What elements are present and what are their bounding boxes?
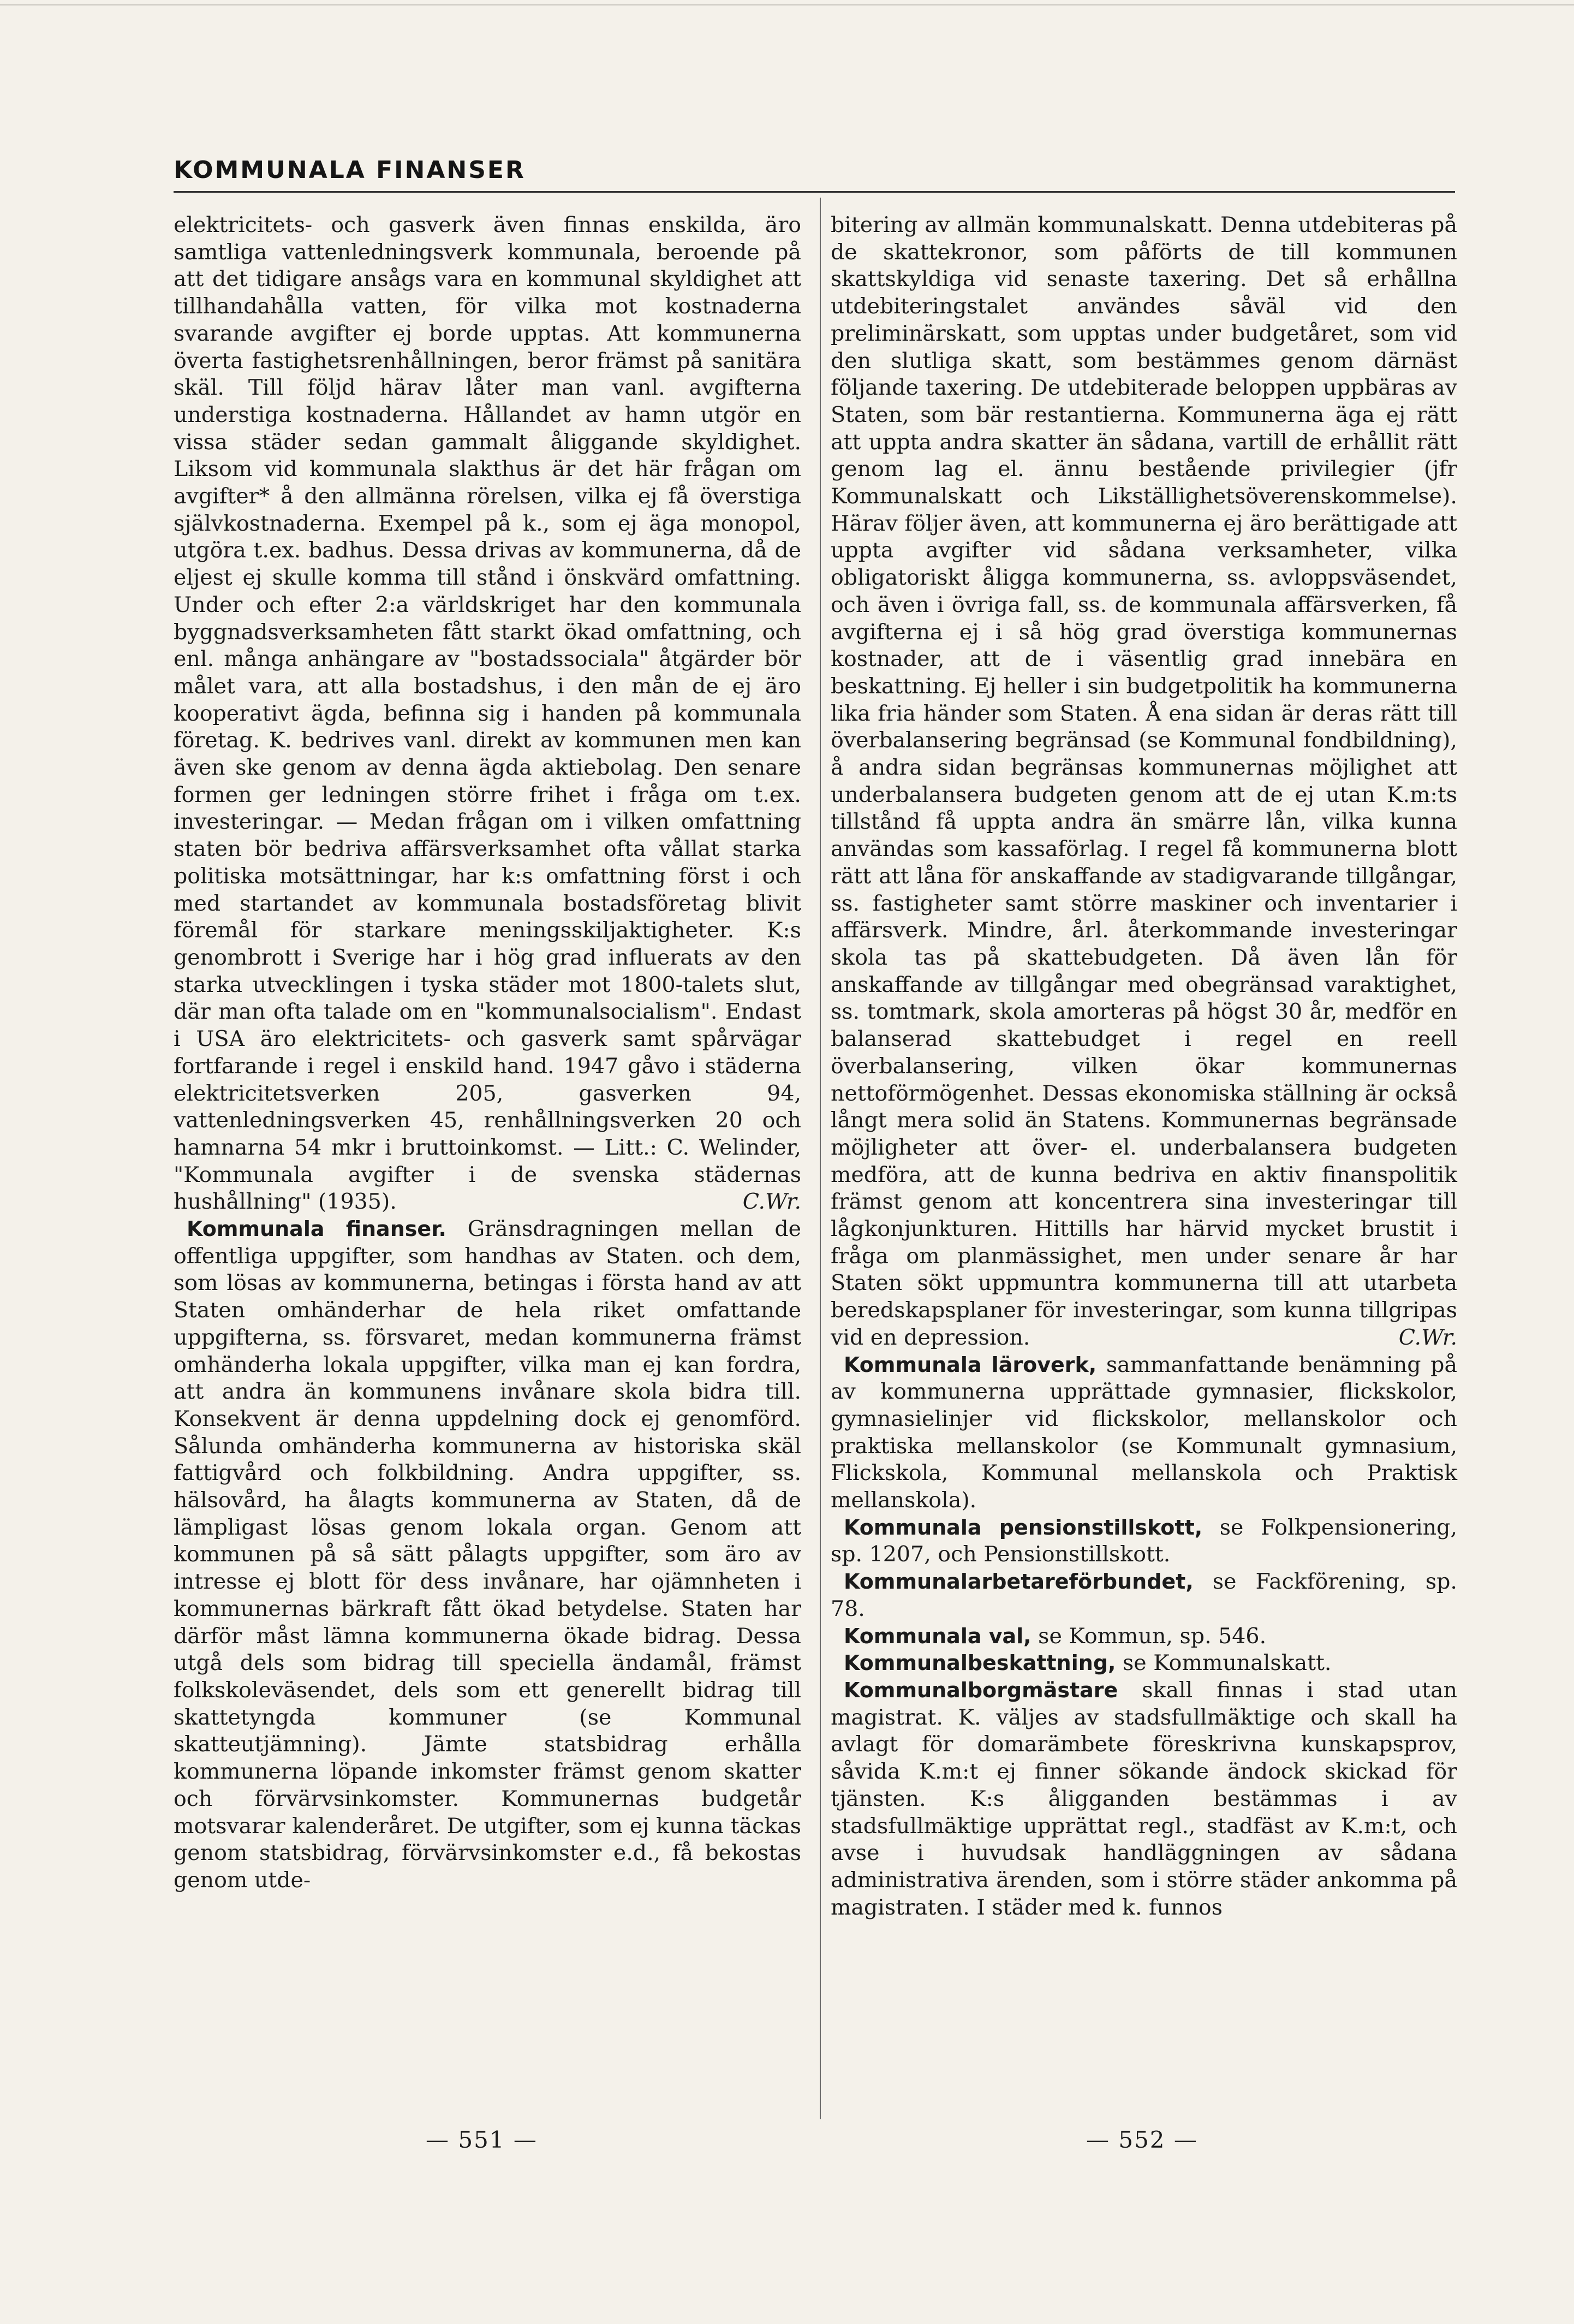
continued-text: elektricitets- och gasverk även finnas enskilda, äro samtliga vattenledningsverk kommunala, beroende på att det tidigare ansågs vara en kommunal skyldighet att tillhandahålla vatten, för vilka mot kostnaderna svarande avgifter ej borde upptas. Att kommunerna överta fastighetsrenhållningen, beror främst på sanitära skäl. Till följd härav låter man vanl. avgifterna understiga kostnaderna. Hållandet av hamn utgör en vissa städer sedan gammalt åliggande skyldighet. Liksom vid kommunala slakthus är det här frågan om avgifter* å den allmänna rörelsen, vilka ej få överstiga självkostnaderna. Exempel på k., som ej äga monopol, utgöra t.ex. badhus. Dessa drivas av kommunerna, då de eljest ej skulle komma till stånd i önskvärd omfattning. Under och efter 2:a världskriget har den kommunala byggnadsverksamheten fått starkt ökad omfattning, och enl. många anhängare av "bostadssociala" åtgärder bör målet vara, att alla bostadshus, i den mån de ej äro kooperativt ägda, befinna sig i handen på kommunala företag. K. bedrives vanl. direkt av kommunen men kan även ske genom av denna ägda aktiebolag. Den senare formen ger ledningen större frihet i fråga om t.ex. investeringar. — Medan frågan om i vilken omfattning staten bör bedriva affärsverksamhet ofta vållat starka politiska motsättningar, har k:s omfattning först i och med startandet av kommunala bostadsföretag blivit föremål för starkare meningsskiljaktigheter. K:s genombrott i Sverige har i hög grad influerats av den starka utvecklingen i tyska städer mot 1800-talets slut, där man ofta talade om en "kommunalsocialism". Endast i USA äro elektricitets- och gasverk samt spårvägar fortfarande i regel i enskild hand. 1947 gåvo i städerna elektricitetsverken 205, gasverken 94, vattenledningsverken 45, renhållningsverken 20 och hamnarna 54 mkr i bruttoinkomst. — Litt.: C. Welinder, "Kommunala avgifter i de svenska städernas hushållning" (1935). xyxy=(174,212,801,1215)
entry-text: Gränsdragningen mellan de offentliga uppgifter, som handhas av Staten. och dem, som lösas av kommunerna, betingas i första hand av att Staten omhänderhar de hela riket omfattande uppgifterna, ss. försvaret, medan kommunerna främst omhänderha lokala uppgifter, vilka man ej kan fordra, att andra än kommunens invånare skola bidra till. Konsekvent är denna uppdelning dock ej genomförd. Sålunda omhänderha kommunerna av historiska skäl fattigvård och folkbildning. Andra uppgifter, ss. hälsovård, ha ålagts kommunerna av Staten, då de lämpligast lösas genom lokala organ. Genom att kommunen på så sätt pålagts uppgifter, som äro av intresse ej blott för dess invånare, har ojämnheten i kommunernas bärkraft fått ökad betydelse. Staten har därför måst lämna kommunerna ökade bidrag. Dessa utgå dels som bidrag till speciella ändamål, främst folkskoleväsendet, dels som ett generellt bidrag till skattetyngda kommuner (se Kommunal skatteutjämning). Jämte statsbidrag erhålla kommunerna löpande inkomster främst genom skatter och förvärvsinkomster. Kommunernas budgetår motsvarar kalenderåret. De utgifter, som ej kunna täckas genom statsbidrag, förvärvsinkomster e.d., få bekostas genom utde- xyxy=(174,1216,801,1893)
entry-kommunala-val xyxy=(831,1623,1457,1650)
entry-kommunala-pensionstillskott xyxy=(831,1514,1457,1568)
author-signature: C.Wr. xyxy=(1398,1324,1457,1350)
entry-headword: Kommunala val, xyxy=(844,1624,1032,1648)
entry-text: se Kommunalskatt. xyxy=(1123,1650,1332,1676)
entry-kommunalarbetareforbundet xyxy=(831,1568,1457,1622)
page-number-right: — 552 — xyxy=(1086,2126,1198,2153)
continued-article-text xyxy=(831,212,1457,1352)
running-head: KOMMUNALA FINANSER xyxy=(174,156,526,184)
entry-text: se Kommun, sp. 546. xyxy=(1038,1623,1267,1649)
entry-text: se Fackförening, sp. 78. xyxy=(831,1569,1457,1621)
entry-text: se Folkpensionering, sp. 1207, och Pensionstillskott. xyxy=(831,1514,1458,1567)
author-signature: C.Wr. xyxy=(742,1189,801,1215)
entry-headword: Kommunalbeskattning, xyxy=(844,1651,1116,1675)
entry-headword: Kommunala finanser. xyxy=(187,1217,446,1241)
entry-headword: Kommunalborgmästare xyxy=(844,1678,1118,1702)
entry-headword: Kommunala pensionstillskott, xyxy=(844,1515,1203,1540)
entry-kommunala-finanser xyxy=(174,1216,801,1894)
entry-text: skall finnas i stad utan magistrat. K. väljes av stadsfullmäktige och skall ha avlagt för domarämbete föreskrivna kunskapsprov, såvida K.m:t ej finner sökande ändock skickad för tjänsten. K:s åligganden bestämmas i av stadsfullmäktige upprättat regl., stadfäst av K.m:t, och avse i huvudsak handläggningen av sådana administrativa ärenden, som i större städer ankomma på magistraten. I städer med k. funnos xyxy=(831,1677,1457,1920)
right-column xyxy=(831,212,1457,1921)
continued-text: bitering av allmän kommunalskatt. Denna utdebiteras på de skattekronor, som påförts de till kommunen skattskyldiga vid senaste taxering. Det så erhållna utdebiteringstalet användes såväl vid den preliminärskatt, som upptas under budgetåret, som vid den slutliga skatt, som bestämmes genom därnäst följande taxering. De utdebiterade beloppen uppbäras av Staten, som bär restantierna. Kommunerna äga ej rätt att uppta andra skatter än sådana, vartill de erhållit rätt genom lag el. ännu bestående privilegier (jfr Kommunalskatt och Likställighetsöverenskommelse). Härav följer även, att kommunerna ej äro berättigade att uppta avgifter vid sådana verksamheter, vilka obligatoriskt åligga kommunerna, ss. avloppsväsendet, och även i övriga fall, ss. de kommunala affärsverken, få avgifterna ej i så hög grad överstiga kommunernas kostnader, att de i väsentlig grad innebära en beskattning. Ej heller i sin budgetpolitik ha kommunerna lika fria händer som Staten. Å ena sidan är deras rätt till överbalansering begränsad (se Kommunal fondbildning), å andra sidan begränsas kommunernas möjlighet att underbalansera budgeten genom att de ej utan K.m:ts tillstånd få uppta andra än smärre lån, vilka kunna användas som kassaförlag. I regel få kommunerna blott rätt att låna för anskaffande av stadigvarande tillgångar, ss. fastigheter samt större maskiner och inventarier i affärsverk. Mindre, årl. återkommande investeringar skola tas på skattebudgeten. Då även lån för anskaffande av tillgångar med obegränsad varaktighet, ss. tomtmark, skola amorteras på högst 30 år, medför en balanserad skattebudget i regel en reell överbalansering, vilken ökar kommunernas nettoförmögenhet. Dessas ekonomiska ställning är också långt mera solid än Statens. Kommunernas begränsade möjligheter att över- el. underbalansera budgeten medföra, att de kunna bedriva en aktiv finanspolitik främst genom att koncentrera sina investeringar till lågkonjunkturen. Hittills har härvid mycket brustit i fråga om planmässighet, men under senare år har Staten sökt uppmuntra kommunerna till att utarbeta beredskapsplaner för investeringar, som kunna tillgripas vid en depression. xyxy=(831,212,1457,1350)
left-column xyxy=(174,212,801,1894)
entry-headword: Kommunala läroverk, xyxy=(844,1352,1097,1377)
header-rule xyxy=(174,191,1455,193)
entry-text: sammanfattande benämning på av kommunerna upprättade gymnasier, flickskolor, gymnasielinjer vid flickskolor, mellanskolor och praktiska mellanskolor (se Kommunalt gymnasium, Flickskola, Kommunal mellanskola och Praktisk mellanskola). xyxy=(831,1352,1457,1513)
continued-article-text xyxy=(174,212,801,1216)
entry-kommunala-laroverk xyxy=(831,1352,1457,1514)
entry-kommunalbeskattning xyxy=(831,1650,1457,1677)
entry-headword: Kommunalarbetareförbundet, xyxy=(844,1570,1194,1594)
page-number-left: — 551 — xyxy=(426,2126,538,2153)
page-edge-rule xyxy=(0,4,1574,5)
entry-kommunalborgmastare xyxy=(831,1677,1457,1921)
column-divider xyxy=(820,198,821,2119)
